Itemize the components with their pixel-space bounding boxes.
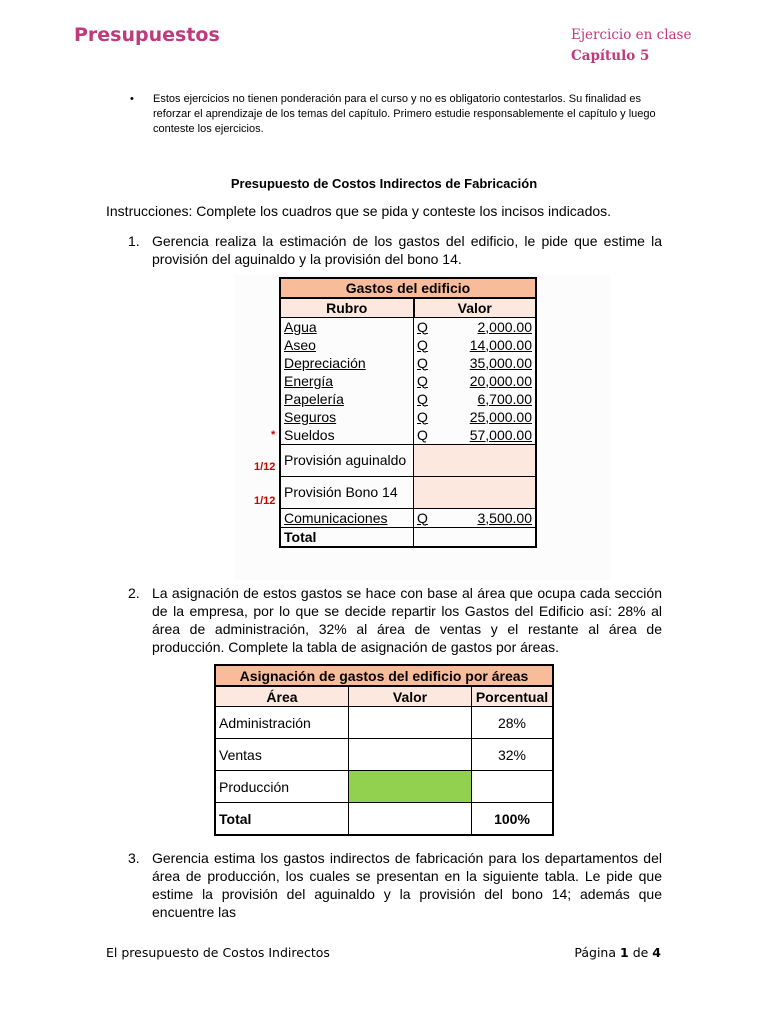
note-text: Estos ejercicios no tienen ponderación para el curso y no es obligatorio contestarlos. Su finalidad es reforzar el aprendizaje de los temas del capítulo. Primero estudie responsablemente el capítulo y luego conteste los ejercicios. xyxy=(153,93,656,135)
table-row xyxy=(280,426,536,445)
valor-cell: 14,000.00 xyxy=(448,336,536,354)
table-total-row xyxy=(280,528,536,548)
table-title-row xyxy=(215,665,553,686)
currency-cell: Q xyxy=(414,354,449,372)
pct-cell: 28% xyxy=(472,707,554,739)
item-text: La asignación de estos gastos se hace con base al área que ocupa cada sección de la empresa, por lo que se decide repartir los Gastos del Edificio así: 28% al área de administración, 32% al área de ventas y el restante al área de producción. Complete la tabla de asignación de gastos por áreas. xyxy=(152,585,662,655)
table-row xyxy=(215,771,553,803)
table-header-row xyxy=(215,686,553,707)
currency-cell: Q xyxy=(414,426,449,445)
bono-input-cell[interactable] xyxy=(414,477,537,509)
item-number: 3. xyxy=(128,850,140,866)
table-row xyxy=(280,408,536,426)
pct-cell[interactable] xyxy=(472,771,554,803)
item-text: Gerencia estima los gastos indirectos de fabricación para los departamentos del área de producción, los cuales se presentan en la siguiente tabla. Le pide que estime la provisión del aguinaldo y la provisión del bono 14; además que encuentre las xyxy=(152,850,662,920)
currency-cell: Q xyxy=(414,390,449,408)
page-current: 1 xyxy=(620,945,629,960)
total-label: Total xyxy=(280,528,414,548)
table-row-bono xyxy=(280,477,536,509)
area-cell: Administración xyxy=(215,707,349,739)
table-row xyxy=(280,318,536,337)
total-input-cell[interactable] xyxy=(349,803,472,836)
rubro-cell: Aseo xyxy=(280,336,414,354)
pct-cell: 32% xyxy=(472,739,554,771)
page-of-label: de xyxy=(632,945,649,960)
item-number: 2. xyxy=(128,585,140,601)
footer-page-number xyxy=(574,945,661,960)
currency-cell: Q xyxy=(414,318,449,337)
list-item xyxy=(128,584,662,656)
header-right xyxy=(571,25,691,67)
list-item xyxy=(128,849,662,921)
col-header-valor: Valor xyxy=(414,298,537,318)
table-row xyxy=(280,372,536,390)
page-label: Página xyxy=(574,945,617,960)
rubro-cell: Energía xyxy=(280,372,414,390)
table-row xyxy=(280,336,536,354)
gastos-edificio-table xyxy=(279,277,537,548)
total-label: Total xyxy=(215,803,349,836)
header-chapter: Capítulo 5 xyxy=(571,48,650,64)
rubro-cell: Papelería xyxy=(280,390,414,408)
rubro-cell: Depreciación xyxy=(280,354,414,372)
bono-fraction: 1/12 xyxy=(254,495,276,507)
valor-cell: 25,000.00 xyxy=(448,408,536,426)
asignacion-areas-table xyxy=(214,664,554,836)
currency-cell: Q xyxy=(414,372,449,390)
currency-cell: Q xyxy=(414,509,449,528)
col-header-area: Área xyxy=(215,686,349,707)
table-row xyxy=(215,739,553,771)
note xyxy=(130,92,670,137)
valor-cell: 6,700.00 xyxy=(448,390,536,408)
area-cell: Producción xyxy=(215,771,349,803)
rubro-cell: Provisión Bono 14 xyxy=(280,477,414,509)
rubro-cell: Seguros xyxy=(280,408,414,426)
section-title: Presupuesto de Costos Indirectos de Fabricación xyxy=(230,176,538,191)
aguinaldo-fraction: 1/12 xyxy=(254,461,276,473)
valor-cell: 57,000.00 xyxy=(448,426,536,445)
rubro-cell: Provisión aguinaldo xyxy=(280,445,414,477)
currency-cell: Q xyxy=(414,408,449,426)
header-title: Presupuestos xyxy=(74,24,220,46)
table-row xyxy=(280,509,536,528)
item-text: Gerencia realiza la estimación de los gastos del edificio, le pide que estime la provisión del aguinaldo y la provisión del bono 14. xyxy=(152,233,662,267)
table-header-row xyxy=(280,298,536,318)
valor-input-cell-highlighted[interactable] xyxy=(349,771,472,803)
valor-cell: 35,000.00 xyxy=(448,354,536,372)
bullet-icon: • xyxy=(130,93,134,105)
col-header-rubro: Rubro xyxy=(280,298,414,318)
valor-input-cell[interactable] xyxy=(349,739,472,771)
col-header-porcentual: Porcentual xyxy=(472,686,554,707)
total-input-cell[interactable] xyxy=(414,528,537,548)
list-item xyxy=(128,232,662,268)
table-title: Asignación de gastos del edificio por áreas xyxy=(215,665,553,686)
table-title-row xyxy=(280,278,536,298)
rubro-cell: Comunicaciones xyxy=(280,509,414,528)
rubro-cell: Agua xyxy=(280,318,414,337)
instructions: Instrucciones: Complete los cuadros que se pida y conteste los incisos indicados. xyxy=(106,203,612,219)
page-total: 4 xyxy=(652,945,661,960)
table-row xyxy=(215,707,553,739)
col-header-valor: Valor xyxy=(349,686,472,707)
currency-cell: Q xyxy=(414,336,449,354)
sueldos-mark: * xyxy=(271,429,276,441)
valor-input-cell[interactable] xyxy=(349,707,472,739)
table-title: Gastos del edificio xyxy=(280,278,536,298)
area-cell: Ventas xyxy=(215,739,349,771)
valor-cell: 20,000.00 xyxy=(448,372,536,390)
rubro-cell: Sueldos xyxy=(280,426,414,445)
table-total-row xyxy=(215,803,553,836)
valor-cell: 3,500.00 xyxy=(448,509,536,528)
table-row xyxy=(280,354,536,372)
table-row xyxy=(280,390,536,408)
item-number: 1. xyxy=(128,233,140,249)
footer-doc-title: El presupuesto de Costos Indirectos xyxy=(106,945,330,960)
aguinaldo-input-cell[interactable] xyxy=(414,445,537,477)
header-exercise: Ejercicio en clase xyxy=(571,27,692,43)
table-row-aguinaldo xyxy=(280,445,536,477)
valor-cell: 2,000.00 xyxy=(448,318,536,337)
total-pct-cell: 100% xyxy=(472,803,554,836)
